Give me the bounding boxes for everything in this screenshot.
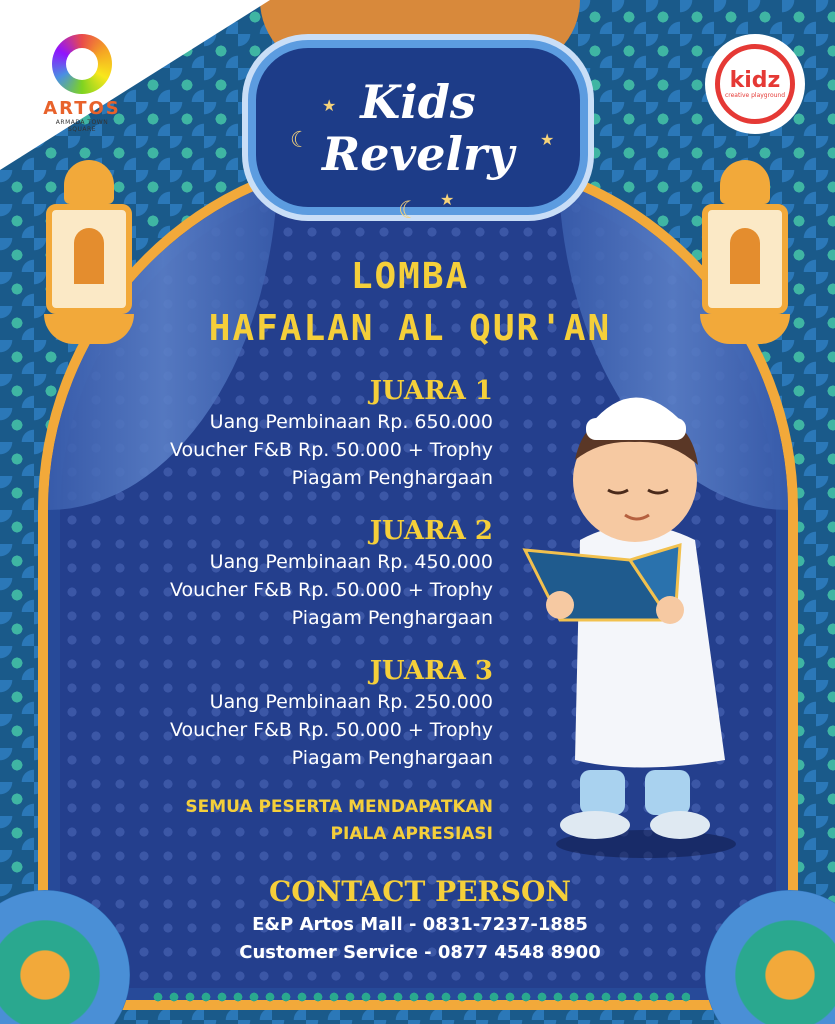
- participants-note: [100, 794, 493, 848]
- star-icon: ★: [540, 130, 555, 149]
- artos-rings-icon: [52, 34, 112, 94]
- kidz-logo-icon: [705, 34, 805, 134]
- prize-voucher: Voucher F&B Rp. 50.000 + Trophy: [169, 439, 493, 461]
- bottom-pattern-strip: [150, 990, 690, 1004]
- kidz-logo-subtitle: creative playground: [724, 91, 786, 99]
- contact-line-cs: Customer Service - 0877 4548 8900: [239, 942, 601, 963]
- crescent-moon-icon: ☾: [290, 128, 310, 153]
- participants-line2: PIALA APRESIASI: [330, 824, 493, 844]
- boy-reading-quran-illustration: [520, 370, 750, 850]
- contact-line-ep: E&P Artos Mall - 0831-7237-1885: [252, 914, 588, 935]
- star-icon: ★: [322, 96, 337, 115]
- lantern-icon: [44, 160, 134, 370]
- prize-certificate: Piagam Penghargaan: [291, 607, 493, 629]
- prize-cash: Uang Pembinaan Rp. 450.000: [209, 551, 493, 573]
- prize-block-2: [100, 514, 493, 632]
- artos-logo-name: ARTOS: [43, 98, 121, 119]
- crescent-moon-icon: ☾: [398, 196, 420, 224]
- competition-heading-line2: HAFALAN AL QUR'AN: [208, 308, 612, 349]
- star-icon: ★: [440, 190, 455, 209]
- kidz-logo-name: kidz: [729, 67, 781, 93]
- prize-cash: Uang Pembinaan Rp. 250.000: [209, 691, 493, 713]
- competition-heading-line1: LOMBA: [350, 256, 470, 297]
- lantern-icon: [700, 160, 790, 370]
- artos-logo-icon: [42, 34, 122, 134]
- prize-certificate: Piagam Penghargaan: [291, 747, 493, 769]
- prize-voucher: Voucher F&B Rp. 50.000 + Trophy: [169, 719, 493, 741]
- prize-voucher: Voucher F&B Rp. 50.000 + Trophy: [169, 579, 493, 601]
- prize-rank: JUARA 1: [369, 376, 493, 406]
- prize-block-1: [100, 374, 493, 492]
- kidz-logo-ring: [715, 44, 795, 124]
- prize-rank: JUARA 2: [369, 516, 493, 546]
- prize-rank: JUARA 3: [369, 656, 493, 686]
- logo-corner-panel: [0, 0, 270, 170]
- prize-certificate: Piagam Penghargaan: [291, 467, 493, 489]
- participants-line1: SEMUA PESERTA MENDAPATKAN: [185, 797, 493, 817]
- artos-logo-subtitle: ARMADA TOWN SQUARE: [55, 119, 109, 133]
- prize-cash: Uang Pembinaan Rp. 650.000: [209, 411, 493, 433]
- prize-block-3: [100, 654, 493, 772]
- event-title-line2: Revelry: [322, 126, 514, 181]
- event-title-line1: Kids: [360, 74, 476, 129]
- contact-title: CONTACT PERSON: [268, 875, 572, 908]
